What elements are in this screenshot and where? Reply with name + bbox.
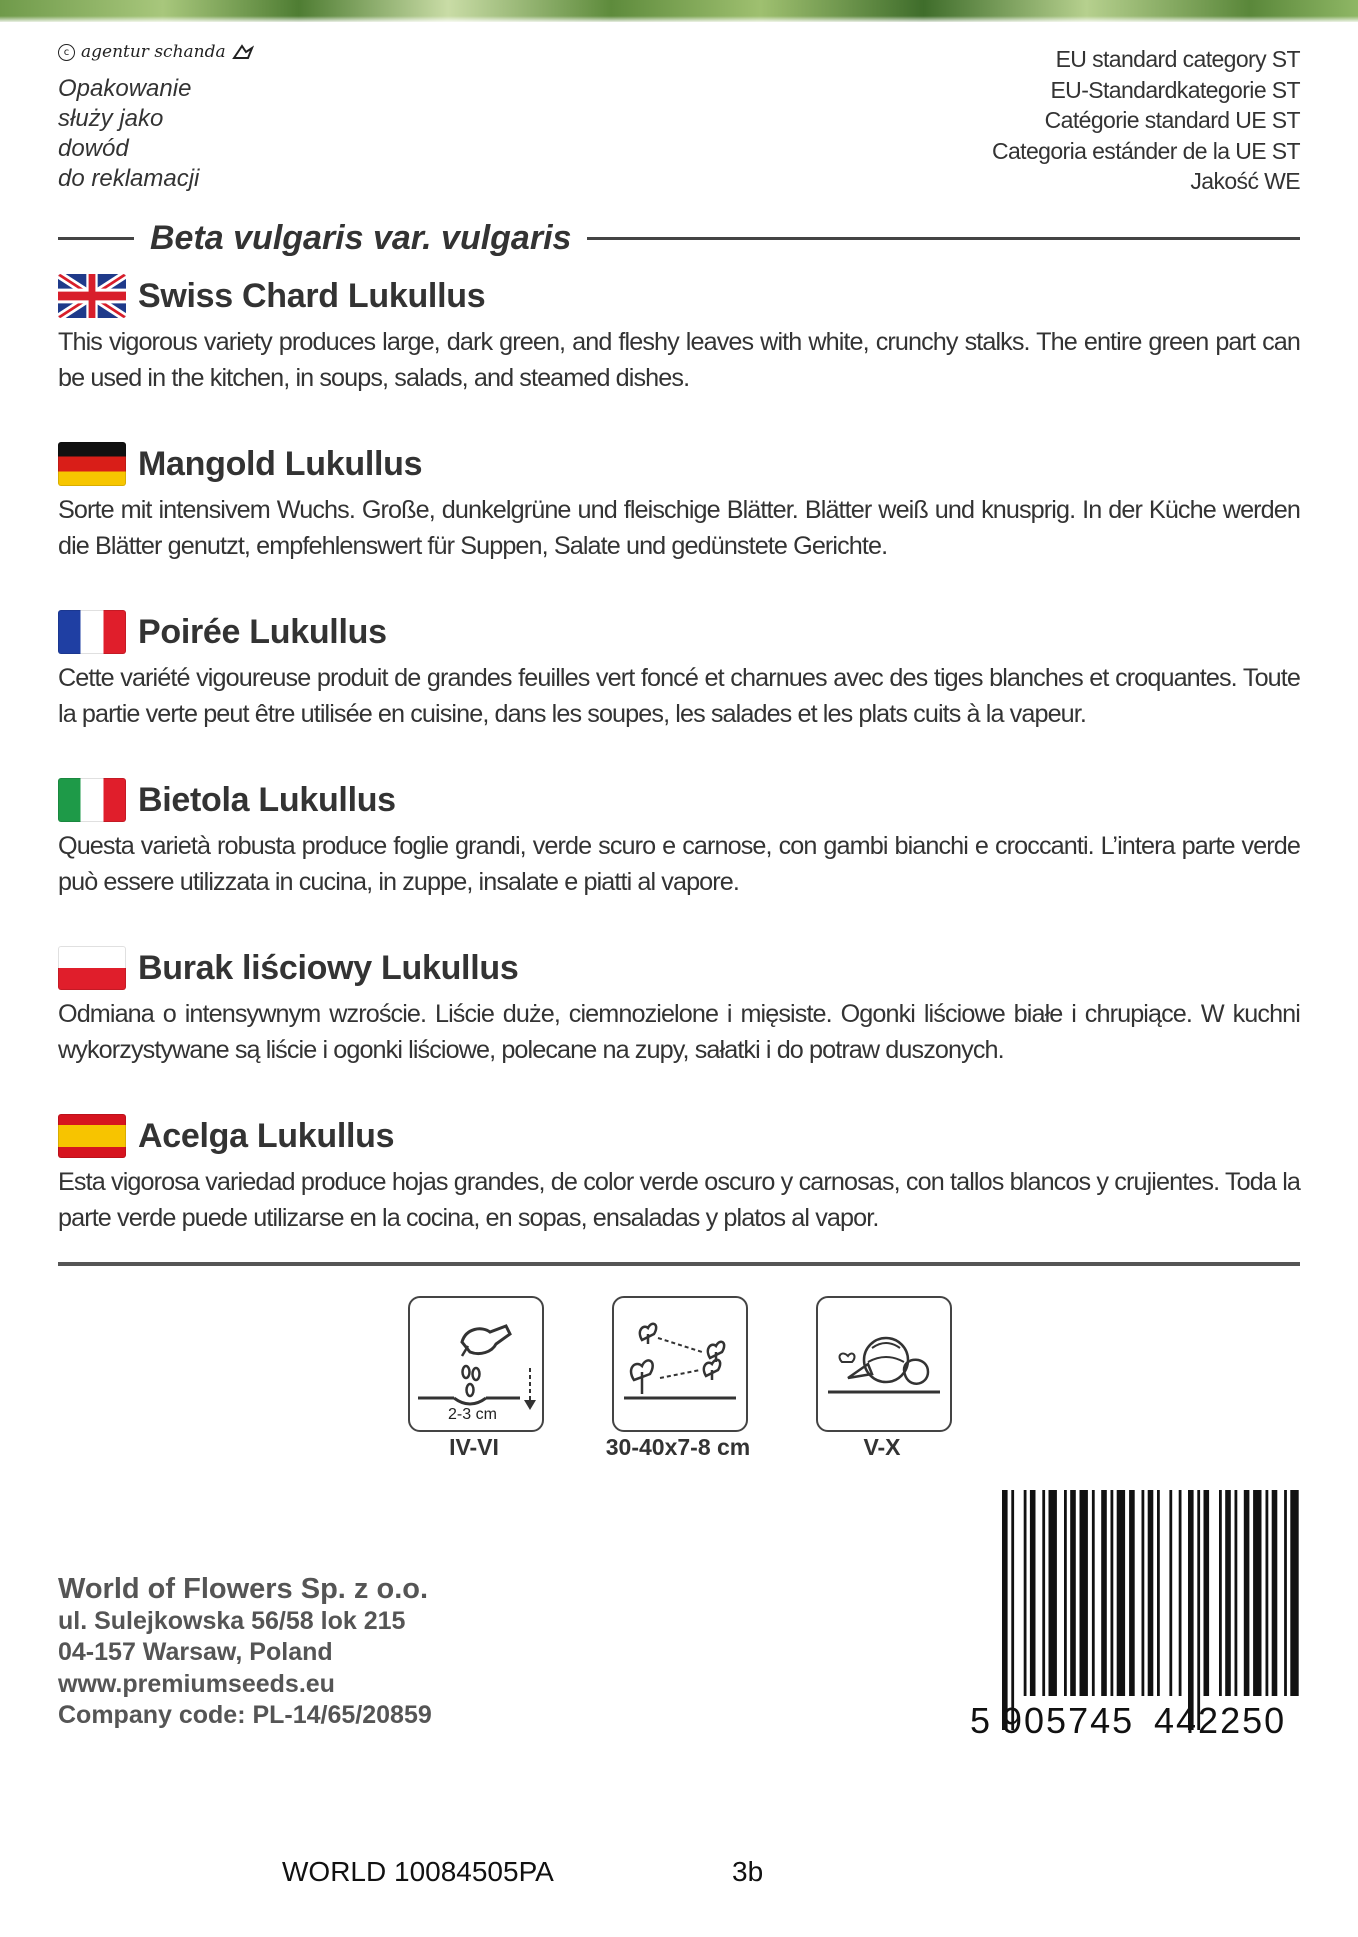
harvest-icon-box [816, 1296, 952, 1432]
barcode-bar [1117, 1490, 1125, 1696]
company-address [58, 1574, 432, 1732]
plant-spacing-icon [614, 1298, 746, 1430]
barcode-bar [1188, 1490, 1194, 1730]
barcode-bar [1204, 1490, 1210, 1696]
barcode-bar [1272, 1490, 1278, 1696]
packaging-line: służy jako [58, 105, 164, 132]
variety-description: Esta vigorosa variedad produce hojas grandes, de color verde oscuro y carnosas, con tallos blancos y crujientes. Toda la parte verde puede utilizarse en la cocina, en sopas, ensaladas y platos al vapor. [58, 1168, 1300, 1232]
eu-category: EU-Standardkategorie ST [1050, 76, 1300, 103]
barcode-bar [1169, 1490, 1172, 1696]
barcode-bar [1148, 1490, 1154, 1696]
company-name: World of Flowers Sp. z o.o. [58, 1573, 429, 1605]
barcode-bar [1111, 1490, 1114, 1696]
variety-title: Swiss Chard Lukullus [138, 276, 486, 315]
uk-flag-icon [58, 274, 126, 318]
sowing-depth: 2-3 cm [448, 1406, 497, 1423]
eu-category: Categoria estánder de la UE ST [991, 137, 1300, 164]
barcode-bar [1244, 1490, 1250, 1696]
barcode-bar [1030, 1490, 1036, 1696]
plant-spacing: 30-40x7-8 cm [605, 1434, 751, 1460]
barcode-bar [1284, 1490, 1287, 1696]
variety-title: Acelga Lukullus [138, 1116, 395, 1155]
barcode-bar [1129, 1490, 1135, 1696]
barcode-bar [1290, 1490, 1298, 1696]
barcode-bar [1197, 1490, 1200, 1730]
sowing-icon-box [408, 1296, 544, 1432]
copyright-icon: c [58, 44, 75, 61]
lang-section-pl [58, 942, 1300, 1068]
italian-flag-icon [58, 778, 126, 822]
variety-description: This vigorous variety produces large, dark green, and fleshy leaves with white, crunchy stalks. The entire green part can be used in the kitchen, in soups, salads, and steamed dishes. [58, 328, 1300, 392]
packaging-line: dowód [58, 135, 129, 162]
barcode-bar [1142, 1490, 1145, 1696]
eu-category: Jakość WE [1190, 168, 1300, 194]
barcode-bar [1049, 1490, 1057, 1696]
divider-line [58, 237, 134, 240]
company-street: ul. Sulejkowska 56/58 lok 215 [58, 1606, 406, 1635]
barcode-bar [1157, 1490, 1160, 1696]
barcode-bar [1235, 1490, 1238, 1696]
spanish-flag-icon [58, 1114, 126, 1158]
lang-section-es [58, 1110, 1300, 1236]
eu-category: EU standard category ST [1055, 46, 1300, 72]
company-city: 04-157 Warsaw, Poland [58, 1638, 333, 1666]
lang-section-fr [58, 606, 1300, 732]
harvest-period: V-X [863, 1434, 901, 1460]
barcode-bar [1011, 1490, 1014, 1730]
latin-name: Beta vulgaris var. vulgaris [150, 218, 572, 257]
barcode-bar [1219, 1490, 1222, 1696]
french-flag-icon [58, 610, 126, 654]
section-divider [58, 1262, 1300, 1266]
barcode-bar [1064, 1490, 1067, 1696]
variety-title: Bietola Lukullus [138, 780, 396, 819]
lang-section-de [58, 438, 1300, 564]
barcode-bar [1101, 1490, 1107, 1696]
variety-description: Odmiana o intensywnym wzroście. Liście duże, ciemnozielone i mięsiste. Ogonki liściowe białe i chrupiące. W kuchni wykorzystywane są liście i ogonki liściowe, polecane na zupy, sałatki i do potraw duszonych. [58, 1000, 1300, 1064]
barcode-bar [1092, 1490, 1095, 1696]
barcode-bar [1080, 1490, 1088, 1696]
barcode-bar [1002, 1490, 1008, 1730]
copyright-text: agentur schanda [81, 42, 226, 62]
variety-title: Burak liściowy Lukullus [138, 948, 519, 987]
german-flag-icon [58, 442, 126, 486]
barcode-bar [1070, 1490, 1076, 1696]
print-version: 3b [732, 1856, 764, 1887]
barcode-bar [1266, 1490, 1269, 1696]
barcode-right-group: 442250 [1154, 1700, 1287, 1741]
barcode-first-digit: 5 [970, 1700, 991, 1741]
barcode-bar [1179, 1490, 1182, 1696]
spacing-icon-box [612, 1296, 748, 1432]
variety-title: Poirée Lukullus [138, 612, 387, 651]
variety-description: Questa varietà robusta produce foglie grandi, verde scuro e carnose, con gambi bianchi e croccanti. L’intera parte verde può essere utilizzata in cucina, in zuppe, insalate e piatti al vapore. [58, 832, 1300, 896]
variety-title: Mangold Lukullus [138, 444, 423, 483]
barcode-bar [1042, 1490, 1045, 1696]
sowing-period: IV-VI [449, 1434, 499, 1460]
variety-description: Sorte mit intensivem Wuchs. Große, dunkelgrüne und fleischige Blätter. Blätter weiß und knusprig. In der Küche werden die Blätter genutzt, empfehlenswert für Suppen, Salate und gedünstete Gerichte. [58, 496, 1300, 560]
lang-section-it [58, 774, 1300, 900]
polish-flag-icon [58, 946, 126, 990]
product-code: WORLD 10084505PA [282, 1856, 554, 1887]
packaging-note [58, 74, 199, 194]
packaging-line: do reklamacji [58, 165, 200, 192]
barcode-left-group: 905745 [1002, 1700, 1135, 1741]
harvest-vegetables-icon [818, 1298, 950, 1430]
schanda-logo-icon [232, 44, 254, 60]
packaging-line: Opakowanie [58, 75, 192, 102]
barcode-bar [1253, 1490, 1261, 1696]
latin-name-row [58, 216, 1300, 260]
eu-category: Catégorie standard UE ST [1044, 107, 1300, 133]
company-code: Company code: PL-14/65/20859 [58, 1701, 432, 1729]
eu-categories [992, 44, 1300, 197]
company-website: www.premiumseeds.eu [58, 1669, 335, 1698]
divider-line [587, 237, 1300, 240]
lang-section-en [58, 270, 1300, 396]
copyright-line [58, 42, 254, 62]
barcode-bar [1024, 1490, 1027, 1696]
variety-description: Cette variété vigoureuse produit de grandes feuilles vert foncé et charnues avec des tiges blanches et croquantes. Toute la partie verte peut être utilisée en cuisine, dans les soupes, les salades et les plats cuits à la vapeur. [58, 664, 1300, 728]
leaf-photo-strip [0, 0, 1358, 22]
barcode-bar [1225, 1490, 1231, 1696]
